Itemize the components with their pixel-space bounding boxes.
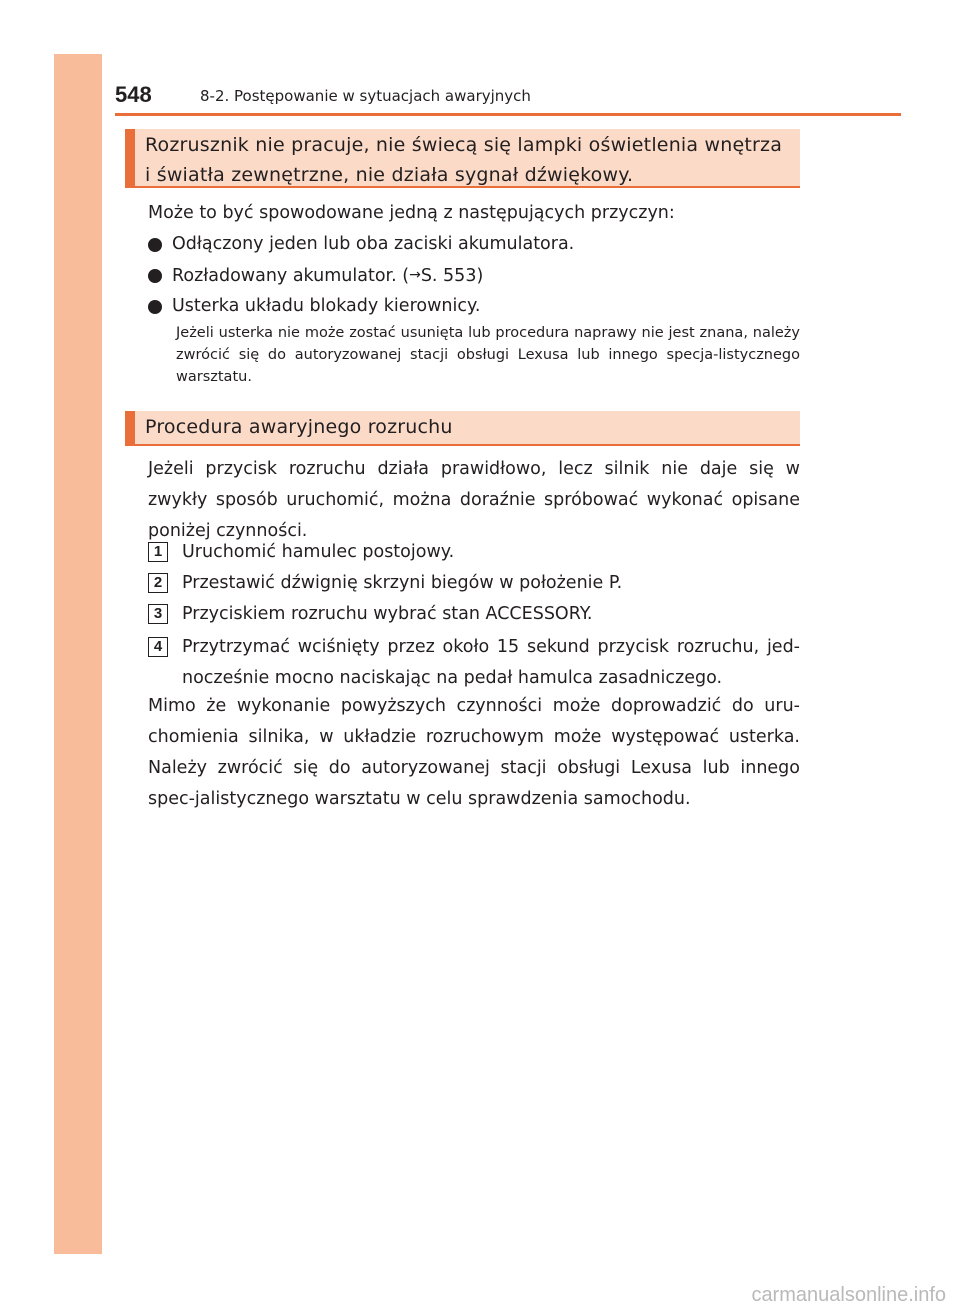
step-number: 3	[148, 604, 168, 624]
arrow-right-icon: →	[409, 267, 421, 283]
section-title-line1: Rozrusznik nie pracuje, nie świecą się lampki oświetlenia wnętrza	[145, 134, 783, 156]
bullet-icon	[148, 300, 162, 314]
section-heading-emergency-start	[125, 411, 800, 446]
step-text: Przestawić dźwignię skrzyni biegów w położenie P.	[182, 573, 623, 593]
page-reference-link[interactable]: S. 553)	[420, 266, 484, 286]
bullet-text-main: Rozładowany akumulator. (	[172, 266, 410, 286]
chapter-side-tab	[54, 54, 102, 1254]
bullet-icon	[148, 269, 162, 283]
section-title: Procedura awaryjnego rozruchu	[145, 416, 453, 438]
step-number: 1	[148, 542, 168, 562]
step-text: Przytrzymać wciśnięty przez około 15 sekund przycisk rozruchu, jed-nocześnie mocno naciskając na pedał hamulca zasadniczego.	[182, 637, 800, 688]
section-title-line2: i światła zewnętrzne, nie działa sygnał dźwiękowy.	[145, 164, 634, 186]
header-rule	[115, 113, 901, 116]
section-heading-starter	[125, 129, 800, 188]
bullet-icon	[148, 238, 162, 252]
step-number: 2	[148, 573, 168, 593]
page-header	[115, 82, 901, 116]
section2-outro: Mimo że wykonanie powyższych czynności może doprowadzić do uru-chomienia silnika, w układzie rozruchowym może występować usterka. Należy zwrócić się do autoryzowanej stacji obsługi Lexusa lub innego spec-jalistycznego warsztatu w celu sprawdzenia samochodu.	[148, 696, 800, 809]
note-text: Jeżeli usterka nie może zostać usunięta lub procedura naprawy nie jest znana, należy zwrócić się do autoryzowanej stacji obsługi Lexusa lub innego specja-listycznego warsztatu.	[176, 325, 800, 385]
bullet-text: Odłączony jeden lub oba zaciski akumulatora.	[172, 234, 575, 254]
section1-intro: Może to być spowodowane jedną z następujących przyczyn:	[148, 203, 675, 223]
section-reference: 8-2. Postępowanie w sytuacjach awaryjnych	[200, 87, 531, 105]
bullet-text	[172, 260, 483, 292]
bullet-text: Usterka układu blokady kierownicy.	[172, 296, 481, 316]
section2-intro: Jeżeli przycisk rozruchu działa prawidłowo, lecz silnik nie daje się w zwykły sposób uruchomić, można doraźnie spróbować wykonać opisane poniżej czynności.	[148, 459, 800, 541]
step-number: 4	[148, 637, 168, 657]
step-text: Uruchomić hamulec postojowy.	[182, 542, 455, 562]
watermark: carmanualsonline.info	[751, 1284, 946, 1306]
page-number: 548	[115, 82, 152, 107]
step-text: Przyciskiem rozruchu wybrać stan ACCESSORY.	[182, 604, 593, 624]
